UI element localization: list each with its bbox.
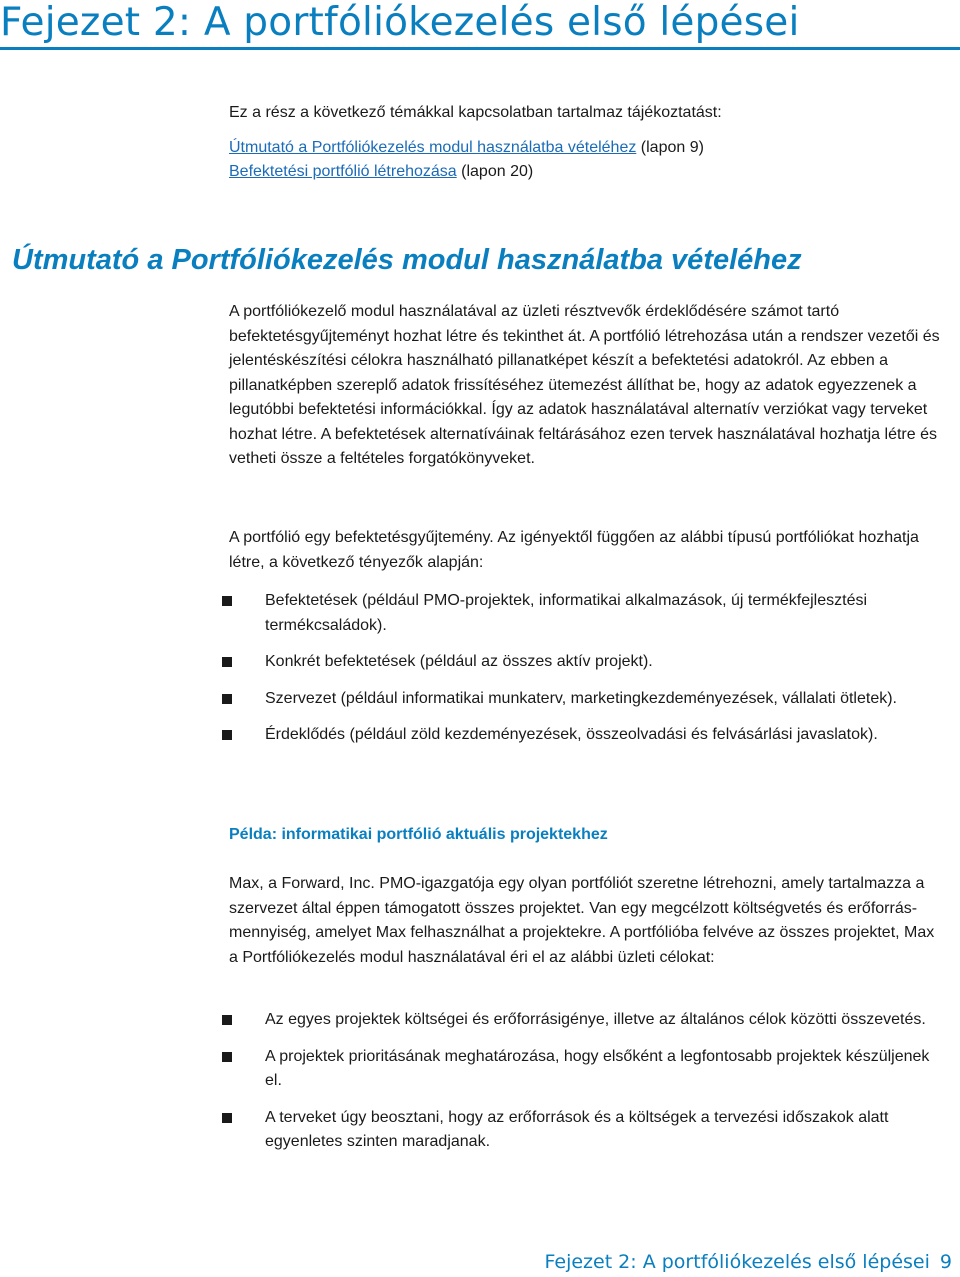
- paragraph-example: [229, 872, 944, 970]
- list-item: Szervezet (például informatikai munkaterv, marketingkezdeményezések, vállalati ötletek).: [229, 687, 944, 712]
- square-bullet-icon: [222, 730, 232, 740]
- list-item: A projektek prioritásának meghatározása, hogy elsőként a legfontosabb projektek készüljenek el.: [229, 1045, 944, 1094]
- toc-entry: [229, 136, 944, 161]
- business-goals-list: [229, 1008, 944, 1167]
- intro-block: [229, 101, 944, 185]
- list-item: Befektetések (például PMO-projektek, informatikai alkalmazások, új termékfejlesztési termékcsaládok).: [229, 589, 944, 638]
- paragraph-portfolio-types: [229, 526, 944, 575]
- example-heading-block: [229, 823, 944, 848]
- list-item: Érdeklődés (például zöld kezdeményezések, összeolvadási és felvásárlási javaslatok).: [229, 723, 944, 748]
- chapter-title: Fejezet 2: A portfóliókezelés első lépései: [0, 0, 800, 45]
- example-heading: Példa: informatikai portfólió aktuális projektekhez: [229, 826, 608, 843]
- toc-page-ref: (lapon 20): [461, 163, 534, 180]
- square-bullet-icon: [222, 1015, 232, 1025]
- toc-entry: [229, 160, 944, 185]
- page-footer: [544, 1250, 952, 1274]
- paragraph-overview: [229, 300, 944, 472]
- square-bullet-icon: [222, 1052, 232, 1062]
- list-item: A terveket úgy beosztani, hogy az erőforrások és a költségek a tervezési időszakok alatt egyenletes szinten maradjanak.: [229, 1106, 944, 1155]
- portfolio-types-list: [229, 589, 944, 760]
- intro-text: Ez a rész a következő témákkal kapcsolatban tartalmaz tájékoztatást:: [229, 104, 722, 121]
- title-divider: [0, 47, 960, 50]
- footer-chapter-title: Fejezet 2: A portfóliókezelés első lépései: [544, 1251, 930, 1273]
- paragraph-text: A portfóliókezelő modul használatával az üzleti résztvevők érdeklődésére számot tartó befektetésgyűjteményt hozhat létre és tekinthet át. A portfólió létrehozása után a rendszer vezetői és jelentéskészítési célokra használható pillanatképet készít a befektetési adatokról. Az ebben a pillanatképben szereplő adatok frissítéséhez ütemezést állíthat be, hogy az adatok egyezzenek a legutóbbi befektetési információkkal. Így az adatok használatával alternatív verziókat vagy terveket hozhat létre. A befektetések alternatíváinak feltárásához ezen tervek használatával hozhatja létre és vetheti össze a feltételes forgatókönyveket.: [229, 303, 940, 467]
- section-title: Útmutató a Portfóliókezelés modul használatba vételéhez: [12, 244, 802, 276]
- toc-page-ref: (lapon 9): [640, 138, 704, 156]
- square-bullet-icon: [222, 1113, 232, 1123]
- page-number: 9: [939, 1251, 952, 1273]
- paragraph-text: A portfólió egy befektetésgyűjtemény. Az igényektől függően az alábbi típusú portfóliókat hozhatja létre, a következő tényezők alapján:: [229, 529, 919, 571]
- list-item: Az egyes projektek költségei és erőforrásigénye, illetve az általános célok közötti összevetés.: [229, 1008, 944, 1033]
- toc-link-getting-started[interactable]: Útmutató a Portfóliókezelés modul használatba vételéhez: [229, 138, 637, 156]
- square-bullet-icon: [222, 657, 232, 667]
- paragraph-text: Max, a Forward, Inc. PMO-igazgatója egy olyan portfóliót szeretne létrehozni, amely tartalmazza a szervezet által éppen támogatott összes projektet. Van egy megcélzott költségvetés és erőforrás-mennyiség, amelyet Max felhasználhat a projektekre. A portfólióba felvéve az összes projektet, Max a Portfóliókezelés modul használatával éri el az alábbi üzleti célokat:: [229, 875, 935, 966]
- square-bullet-icon: [222, 596, 232, 606]
- toc-link-create-portfolio[interactable]: Befektetési portfólió létrehozása: [229, 163, 457, 180]
- square-bullet-icon: [222, 694, 232, 704]
- list-item: Konkrét befektetések (például az összes aktív projekt).: [229, 650, 944, 675]
